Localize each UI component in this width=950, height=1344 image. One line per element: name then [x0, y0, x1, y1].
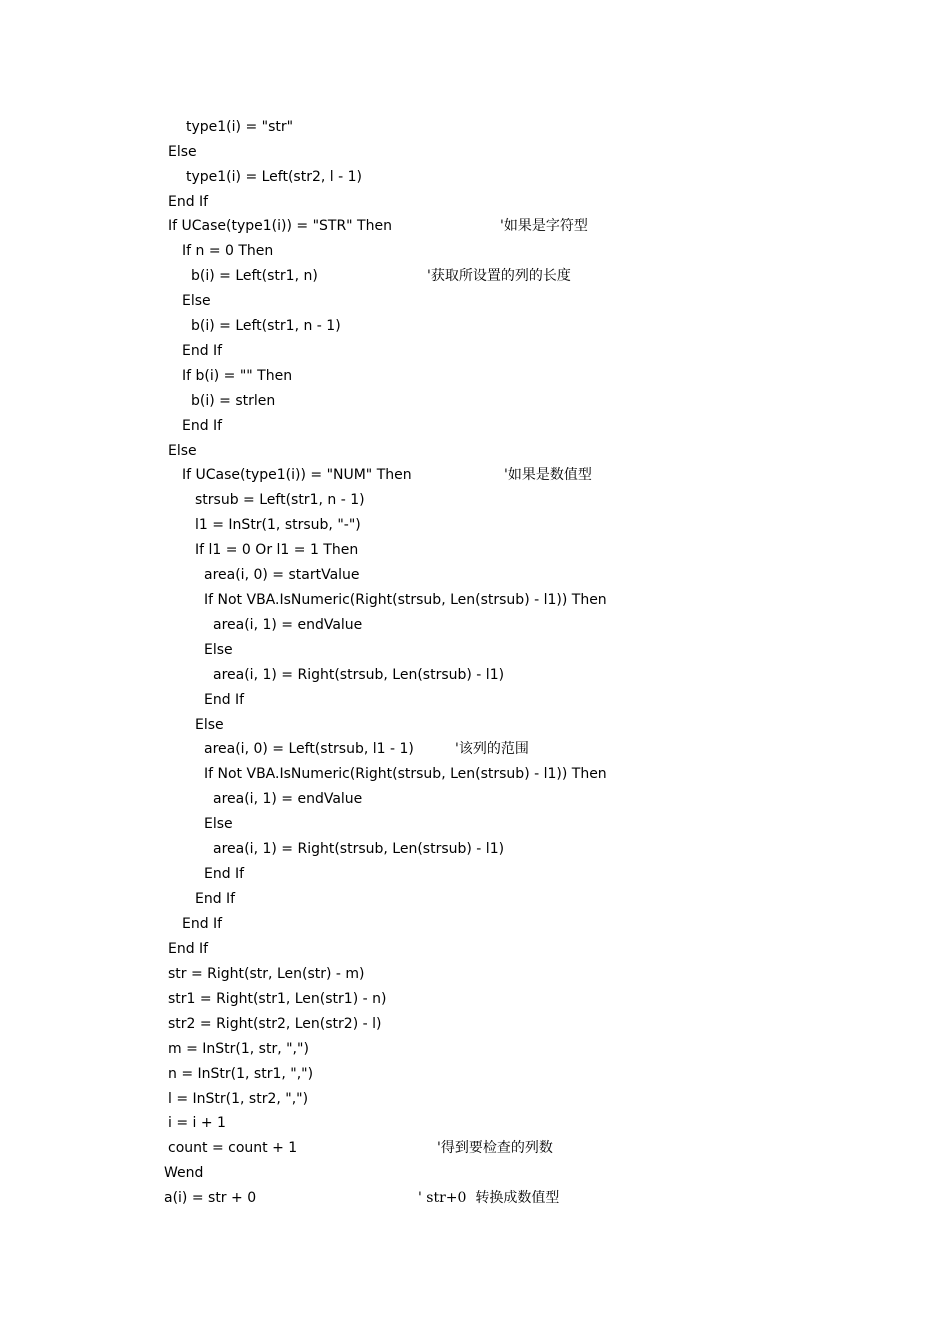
code-line: area(i, 1) = endValue — [213, 617, 363, 633]
code-line: str2 = Right(str2, Len(str2) - l) — [168, 1016, 382, 1032]
code-line: i = i + 1 — [168, 1115, 226, 1131]
code-line: strsub = Left(str1, n - 1) — [195, 492, 365, 508]
code-line: area(i, 0) = Left(strsub, l1 - 1) — [204, 741, 414, 757]
code-line: If UCase(type1(i)) = "STR" Then — [168, 218, 392, 234]
code-comment: '如果是数值型 — [504, 467, 592, 483]
code-line: b(i) = Left(str1, n) — [191, 268, 318, 284]
code-line: If l1 = 0 Or l1 = 1 Then — [195, 542, 359, 558]
code-line: area(i, 0) = startValue — [204, 567, 360, 583]
code-line: area(i, 1) = Right(strsub, Len(strsub) - l1) — [213, 667, 505, 683]
code-line: If Not VBA.IsNumeric(Right(strsub, Len(strsub) - l1)) Then — [204, 592, 607, 608]
code-line: Wend — [164, 1165, 204, 1181]
code-line: If b(i) = "" Then — [182, 368, 293, 384]
code-line: b(i) = Left(str1, n - 1) — [191, 318, 341, 334]
code-line: type1(i) = "str" — [186, 119, 294, 135]
code-line: n = InStr(1, str1, ",") — [168, 1066, 314, 1082]
code-line: Else — [204, 642, 233, 658]
code-line: area(i, 1) = endValue — [213, 791, 363, 807]
code-line: str = Right(str, Len(str) - m) — [168, 966, 365, 982]
code-line: If Not VBA.IsNumeric(Right(strsub, Len(strsub) - l1)) Then — [204, 766, 607, 782]
code-line: Else — [182, 293, 211, 309]
code-line: a(i) = str + 0 — [164, 1190, 257, 1206]
code-line: Else — [204, 816, 233, 832]
code-line: End If — [182, 343, 223, 359]
code-comment: ' str+0 转换成数值型 — [418, 1190, 560, 1206]
code-comment: '如果是字符型 — [500, 218, 588, 234]
code-line: End If — [182, 916, 223, 932]
code-line: End If — [204, 866, 245, 882]
code-comment: '得到要检查的列数 — [437, 1140, 553, 1156]
code-line: End If — [168, 194, 209, 210]
code-line: Else — [168, 443, 197, 459]
code-line: l1 = InStr(1, strsub, "-") — [195, 517, 361, 533]
code-line: Else — [168, 144, 197, 160]
code-line: type1(i) = Left(str2, l - 1) — [186, 169, 362, 185]
code-line: b(i) = strlen — [191, 393, 276, 409]
code-line: End If — [182, 418, 223, 434]
code-comment: '获取所设置的列的长度 — [427, 268, 571, 284]
code-line: m = InStr(1, str, ",") — [168, 1041, 309, 1057]
code-line: If UCase(type1(i)) = "NUM" Then — [182, 467, 412, 483]
code-comment: '该列的范围 — [455, 741, 529, 757]
code-line: str1 = Right(str1, Len(str1) - n) — [168, 991, 387, 1007]
code-line: End If — [195, 891, 236, 907]
code-line: count = count + 1 — [168, 1140, 298, 1156]
code-line: If n = 0 Then — [182, 243, 274, 259]
code-line: l = InStr(1, str2, ",") — [168, 1091, 309, 1107]
code-line: End If — [204, 692, 245, 708]
code-line: Else — [195, 717, 224, 733]
code-line: End If — [168, 941, 209, 957]
code-line: area(i, 1) = Right(strsub, Len(strsub) - l1) — [213, 841, 505, 857]
